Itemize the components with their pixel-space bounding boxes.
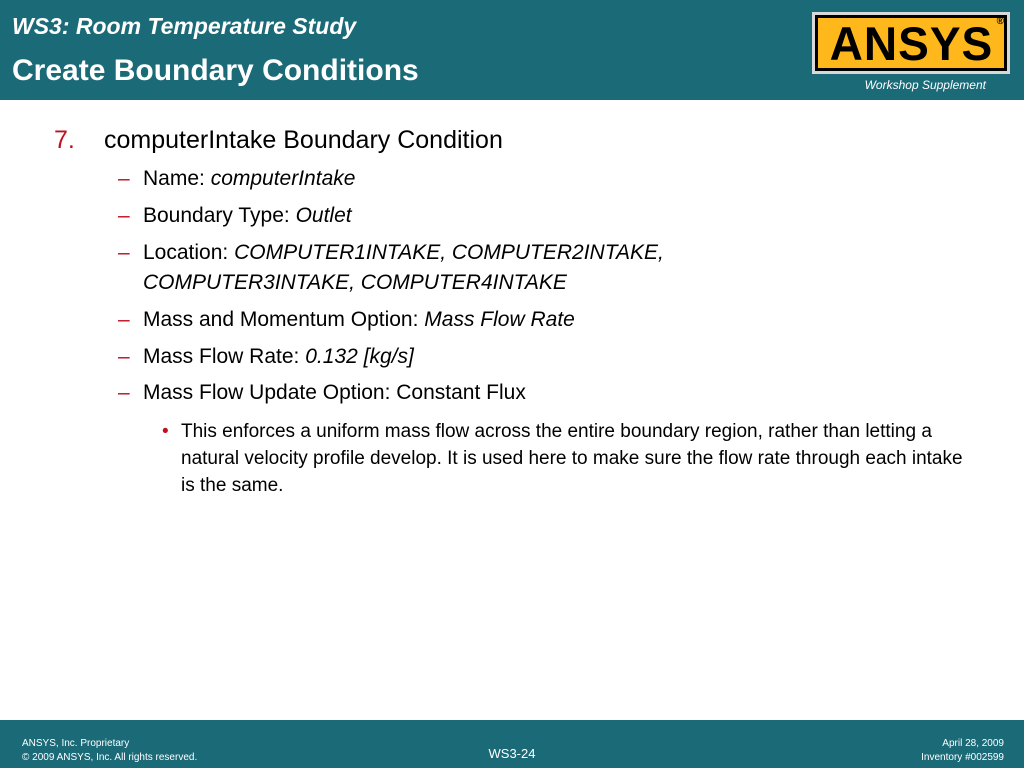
item-value: COMPUTER1INTAKE, COMPUTER2INTAKE, bbox=[234, 241, 664, 264]
dash-marker: – bbox=[118, 241, 130, 264]
step-number: 7. bbox=[54, 126, 75, 154]
item-label: Mass and Momentum Option: bbox=[143, 308, 425, 331]
footer-copyright: © 2009 ANSYS, Inc. All rights reserved. bbox=[22, 752, 198, 763]
slide-footer bbox=[0, 720, 1024, 768]
location-continuation: COMPUTER3INTAKE, COMPUTER4INTAKE bbox=[143, 271, 567, 294]
logo-text: ANSYS bbox=[829, 16, 993, 70]
registered-mark: ® bbox=[996, 16, 1004, 27]
footer-page-number: WS3-24 bbox=[488, 746, 536, 761]
footer-proprietary: ANSYS, Inc. Proprietary bbox=[22, 738, 130, 749]
list-item-name bbox=[118, 167, 355, 191]
list-item-mass-flow-rate bbox=[118, 345, 414, 369]
item-label: Location: bbox=[143, 241, 235, 264]
step-title: computerIntake Boundary Condition bbox=[104, 126, 503, 154]
item-value: Outlet bbox=[295, 204, 352, 227]
list-item-mass-flow-update bbox=[118, 381, 526, 405]
footer-inventory: Inventory #002599 bbox=[921, 752, 1004, 763]
footer-date: April 28, 2009 bbox=[942, 738, 1004, 749]
item-label: Mass Flow Rate: bbox=[143, 345, 306, 368]
item-label: Mass Flow Update Option: Constant Flux bbox=[143, 381, 526, 404]
dash-marker: – bbox=[118, 381, 130, 404]
slide-title: Create Boundary Conditions bbox=[12, 54, 419, 87]
list-item-location bbox=[118, 241, 664, 265]
bullet-note bbox=[162, 418, 982, 499]
item-value: 0.132 [kg/s] bbox=[305, 345, 414, 368]
dash-marker: – bbox=[118, 345, 130, 368]
item-label: Name: bbox=[143, 167, 211, 190]
slide-subtitle: WS3: Room Temperature Study bbox=[12, 13, 357, 39]
item-value: Mass Flow Rate bbox=[424, 308, 575, 331]
bullet-marker: • bbox=[162, 421, 169, 442]
list-item-boundary-type bbox=[118, 204, 352, 228]
step-heading bbox=[54, 126, 503, 155]
item-label: Boundary Type: bbox=[143, 204, 296, 227]
dash-marker: – bbox=[118, 167, 130, 190]
list-item-mass-momentum-option bbox=[118, 308, 575, 332]
dash-marker: – bbox=[118, 204, 130, 227]
workshop-supplement-label: Workshop Supplement bbox=[864, 78, 986, 92]
item-value: computerIntake bbox=[210, 167, 356, 190]
dash-marker: – bbox=[118, 308, 130, 331]
bullet-text: This enforces a uniform mass flow across the entire boundary region, rather than letting a natural velocity profile develop. It is used here to make sure the flow rate through each intake is the same. bbox=[181, 421, 963, 496]
